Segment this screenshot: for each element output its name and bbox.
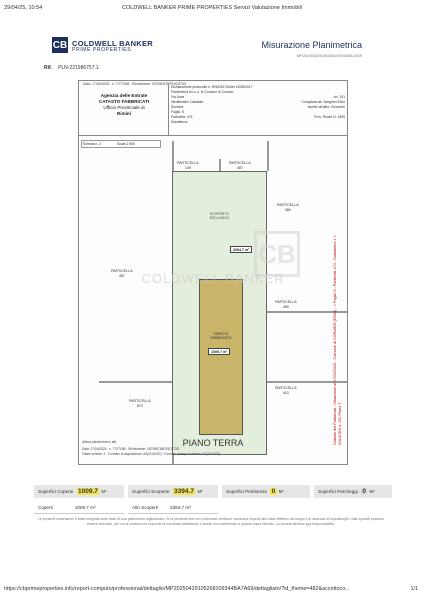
info-line: Via Acea — [171, 94, 185, 99]
info-line: Planimetria di u.i.u. in Comune di Coriano — [171, 89, 234, 94]
parcel-label: PARTICELLA 410 — [275, 386, 297, 395]
plan-footer-note: Ultima planimetria in atti — [82, 440, 117, 444]
print-datetime: 29/04/25, 10:54 — [4, 5, 43, 11]
surface-summary — [34, 485, 392, 518]
watermark-text: COLDWELL BANKER — [141, 271, 285, 286]
boundary-line — [172, 455, 174, 464]
info-line: Identificativi Catastali: — [171, 99, 204, 104]
info-line: Particella: 474 — [171, 114, 193, 119]
document-title: Misurazione Planimetrica — [261, 40, 362, 50]
covered-row — [34, 502, 124, 512]
scale-label: Scala 1:500 — [117, 142, 135, 146]
parking-surface-label: Superfici Parcheggi — [318, 489, 358, 494]
info-line: Foglio: 5 — [171, 109, 185, 114]
parcel-label: PARTICELLA 487 — [229, 161, 251, 170]
floor-plan — [78, 80, 348, 465]
plan-footer-note: Totale schede: 2 - Formato di acquisizione: A4(210x297) - Formato stampa richiesto: A4(210x297) — [82, 452, 221, 456]
other-uncovered-row — [128, 502, 218, 512]
parking-surface-value: 0 — [362, 488, 366, 495]
divider — [128, 513, 218, 514]
uncovered-area-label: SCOPERTO ESCLUSIVO — [209, 212, 230, 221]
appurtenance-surface-label: Superfici Pertinenze — [226, 489, 268, 494]
covered-surface-label: Superfici Coperte — [38, 489, 74, 494]
covered-value: 1009.7 m² — [74, 504, 96, 510]
info-line: Dichiarazione protocollo n. RN0042740del 13/08/2017 — [171, 85, 253, 89]
uncovered-surface-cell — [128, 485, 218, 498]
watermark-logo-icon: CB — [254, 231, 300, 277]
other-uncovered-label: Altri Scoperti — [132, 504, 159, 510]
cadastral-side-stamp — [333, 235, 363, 445]
info-line-right: civ. 191 — [333, 94, 345, 99]
uncovered-area-value: 3394.7 m² — [230, 246, 252, 253]
other-uncovered-value: 3394.7 m² — [170, 504, 191, 510]
covered-surface-cell — [34, 485, 124, 498]
info-line: Sezione: — [171, 104, 185, 109]
parcel-label: PARTICELLA 487 — [111, 269, 133, 278]
agency-line-3: Ufficio Provinciale di — [103, 105, 145, 110]
boundary-line — [99, 381, 172, 383]
unit: M² — [278, 489, 284, 494]
uncovered-surface-label: Superfici Scoperte — [132, 489, 170, 494]
reference — [44, 65, 99, 71]
brand-logo-icon: CB — [52, 37, 68, 53]
agency-line-4: Rimini — [116, 111, 132, 116]
scheda-label: Scheda n. 2 — [83, 142, 102, 146]
boundary-line — [219, 159, 221, 171]
reference-label: Rif. — [44, 65, 53, 71]
print-page-title: COLDWELL BANKER PRIME PROPERTIES Servizi Valutazione Immobili — [122, 5, 302, 11]
info-line-right: Prov. Rimini N. 1659 — [314, 114, 345, 119]
covered-building — [199, 279, 243, 435]
brand-subtitle: PRIME PROPERTIES — [72, 47, 132, 53]
covered-surface-value: 1009.7 — [78, 488, 98, 495]
reference-value: PLN-221986757.1 — [58, 65, 99, 71]
side-stamp-line: Catasto dei Fabbricati - Situazione al 17/04/2025 - Comune di CORIANO (D004) - < Foglio 5 - Particella 474 - Subalterno 1 > — [333, 235, 337, 445]
info-line-right: Iscritto all'albo: Geometri — [307, 104, 345, 109]
boundary-line — [267, 141, 269, 171]
info-line: Subalterno: — [171, 119, 189, 124]
boundary-line — [172, 141, 174, 171]
plan-footer-note: Data: 17/04/2025 - n. T377058 - Richiedente: ZNTMNT85P19C573O — [82, 447, 180, 451]
parcel-label: PARTICELLA 149 — [177, 161, 199, 170]
document-code: MP20250429105268109344BA7A69 — [296, 53, 362, 58]
divider — [34, 513, 124, 514]
uncovered-surface-value: 3394.7 — [174, 488, 194, 495]
appurtenance-surface-cell — [222, 485, 310, 498]
print-page-number: 1/1 — [410, 586, 418, 592]
agency-line-2: CATASTO FABBRICATI — [98, 99, 150, 104]
disclaimer: Le presenti misurazioni è stata eseguita sulle base di una planimetria digitalizzata. Si fa presente che non potendosi verificare variazioni rispetto allo stato effettivo dei luoghi e in assenza di sopralluoghi i dati riportati possono essere indicativi, per cui la società non risponde di eventuali inesattezze e scelte non confermate a quanto sopra rilevato. La società declina ogni responsabilità. — [37, 517, 385, 527]
building-area-value: 1009.7 m² — [208, 348, 230, 355]
parcel-label: PARTICELLA 873 — [129, 399, 151, 408]
info-line-right: Compilata da: Zangheri Elvio — [301, 99, 345, 104]
parcel-label: PARTICELLA 489 — [275, 300, 297, 309]
building-label: EDIFICIO FABBRICATO — [210, 332, 232, 341]
unit: M² — [369, 489, 375, 494]
agency-line-1: Agenzia delle Entrate — [100, 93, 148, 98]
parking-surface-cell — [314, 485, 392, 498]
covered-label: Coperti — [38, 504, 53, 510]
brand-name: COLDWELL BANKER — [72, 39, 154, 48]
agency-box — [79, 85, 169, 136]
appurtenance-surface-value: 0 — [271, 488, 276, 495]
parcel-label: PARTICELLA 380 — [277, 203, 299, 212]
unit: M² — [101, 489, 107, 494]
plan-header — [79, 81, 347, 136]
scheda-box — [81, 140, 161, 148]
side-stamp-line: VIA ACEA n. 191 Piano T — [338, 402, 343, 445]
print-footer-url: https://cbprimeproperties.info/report-computo/professional/dettaglio/MP20250429105268109344BA7A69/dettagliato/?id_theme=482&accettoco... — [4, 586, 350, 592]
unit: M² — [197, 489, 203, 494]
cadastral-info — [171, 85, 345, 125]
plan-header-request: Data: 17/04/2025 - n. T377058 - Richiedente: ZNTMNT85P19C573O — [83, 82, 187, 86]
floor-label: PIANO TERRA — [182, 438, 244, 448]
